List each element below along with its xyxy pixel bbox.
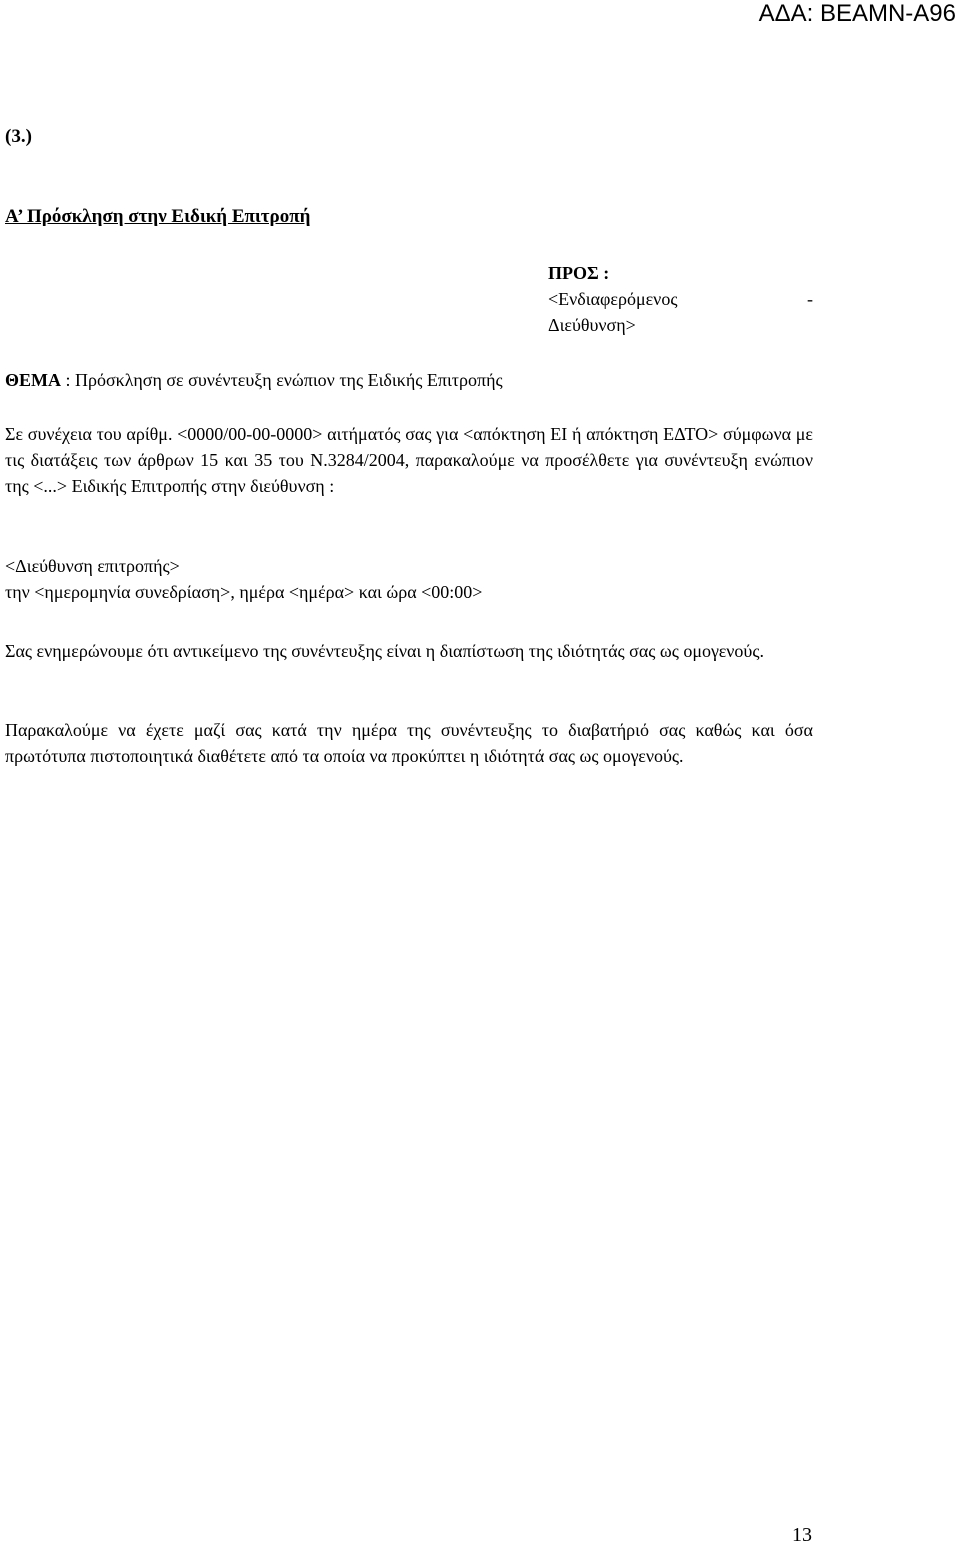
recipient-name-line — [548, 286, 813, 312]
paragraph-purpose: Σας ενημερώνουμε ότι αντικείμενο της συνέντευξης είναι η διαπίστωση της ιδιότητάς σας ως ομογενούς. — [5, 641, 764, 661]
document-title: Α’ Πρόσκληση στην Ειδική Επιτροπή — [5, 206, 311, 227]
ada-code: ΑΔΑ: ΒΕΑΜΝ-Α96 — [758, 0, 956, 27]
recipient-label: ΠΡΟΣ : — [548, 263, 610, 283]
paragraph-address-time — [5, 553, 813, 605]
subject-line — [5, 367, 503, 393]
subject-label: ΘΕΜΑ — [5, 370, 61, 390]
recipient-name: <Ενδιαφερόμενος — [548, 289, 678, 309]
paragraph-documents: Παρακαλούμε να έχετε μαζί σας κατά την ημέρα της συνέντευξης το διαβατήριό σας καθώς και όσα πρωτότυπα πιστοποιητικά διαθέτετε από τα οποία να προκύπτει η ιδιότητά σας ως ομογενούς. — [5, 720, 813, 766]
recipient-block — [548, 260, 813, 338]
recipient-dash: - — [807, 289, 813, 309]
page-number: 13 — [792, 1524, 812, 1546]
section-number: (3.) — [5, 126, 32, 147]
subject-text: : Πρόσκληση σε συνέντευξη ενώπιον της Ειδικής Επιτροπής — [61, 370, 503, 390]
paragraph-invitation: Σε συνέχεια του αρίθμ. <0000/00-00-0000> αιτήματός σας για <απόκτηση ΕΙ ή απόκτηση ΕΔΤΟ> σύμφωνα με τις διατάξεις των άρθρων 15 και 35 του Ν.3284/2004, παρακαλούμε να προσέλθετε για συνέντευξη ενώπιον της <...> Ειδικής Επιτροπής στην διεύθυνση : — [5, 424, 813, 496]
committee-address: <Διεύθυνση επιτροπής> — [5, 556, 180, 576]
meeting-datetime: την <ημερομηνία συνεδρίαση>, ημέρα <ημέρα> και ώρα <00:00> — [5, 582, 483, 602]
recipient-address: Διεύθυνση> — [548, 315, 636, 335]
